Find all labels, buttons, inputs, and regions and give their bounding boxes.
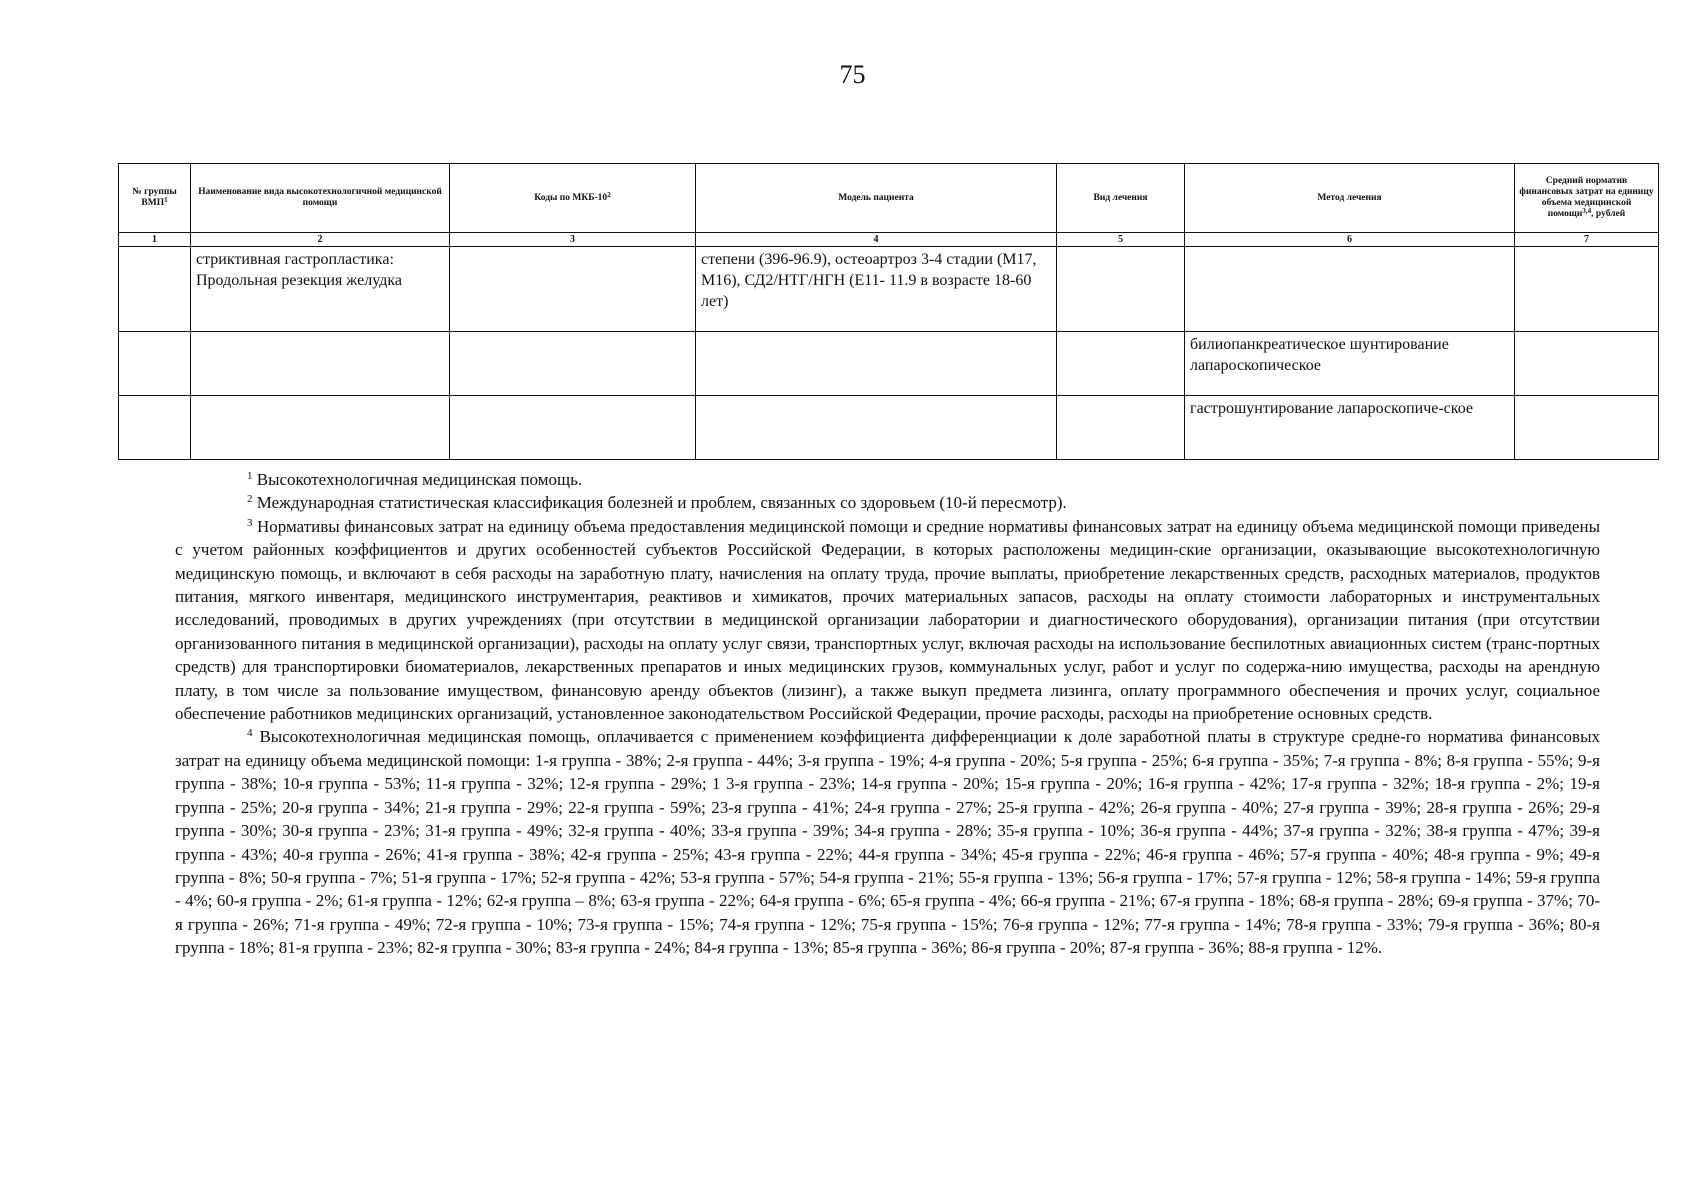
header-cost-standard: Средний норматив финансовых затрат на единицу объема медицинской помощи$^{3,4}$, рублей xyxy=(1515,164,1659,233)
column-number: 2 xyxy=(191,233,450,247)
column-number-row xyxy=(119,233,1659,247)
table-cell xyxy=(1057,332,1185,396)
footnote-marker: 4 xyxy=(247,727,253,740)
table-cell: гастрошунтирование лапароскопиче-ское xyxy=(1185,396,1515,460)
column-number: 6 xyxy=(1185,233,1515,247)
table-cell xyxy=(119,247,191,332)
header-care-type: Наименование вида высокотехнологичной медицинской помощи xyxy=(191,164,450,233)
table-row xyxy=(119,332,1659,396)
header-patient-model: Модель пациента xyxy=(696,164,1057,233)
table-cell xyxy=(696,396,1057,460)
footnote-text: Высокотехнологичная медицинская помощь. xyxy=(256,470,583,489)
header-treatment-method: Метод лечения xyxy=(1185,164,1515,233)
table-cell: билиопанкреатическое шунтирование лапароскопическое xyxy=(1185,332,1515,396)
footnote-text: Высокотехнологичная медицинская помощь, оплачивается с применением коэффициента дифференциации к доле заработной платы в структуре средне-го норматива финансовых затрат на единицу объема медицинской помощи: 1-я группа - 38%; 2-я группа - 44%; 3-я группа - 19%; 4-я группа - 20%; 5-я группа - 25%; 6-я группа - 35%; 7-я группа - 8%; 8-я группа - 55%; 9-я группа - 38%; 10-я группа - 53%; 11-я группа - 32%; 12-я группа - 29%; 1 3-я группа - 23%; 14-я группа - 20%; 15-я группа - 20%; 16-я группа - 42%; 17-я группа - 32%; 18-я группа - 2%; 19-я группа - 25%; 20-я группа - 34%; 21-я группа - 29%; 22-я группа - 59%; 23-я группа - 41%; 24-я группа - 27%; 25-я группа - 42%; 26-я группа - 40%; 27-я группа - 39%; 28-я группа - 26%; 29-я группа - 30%; 30-я группа - 23%; 31-я группа - 49%; 32-я группа - 40%; 33-я группа - 39%; 34-я группа - 28%; 35-я группа - 10%; 36-я группа - 44%; 37-я группа - 32%; 38-я группа - 47%; 39-я группа - 43%; 40-я группа - 26%; 41-я группа - 38%; 42-я группа - 25%; 43-я группа - 22%; 44-я группа - 34%; 45-я группа - 22%; 46-я группа - 46%; 57-я группа - 40%; 48-я группа - 9%; 49-я группа - 8%; 50-я группа - 7%; 51-я группа - 17%; 52-я группа - 42%; 53-я группа - 57%; 54-я группа - 21%; 55-я группа - 13%; 56-я группа - 17%; 57-я группа - 12%; 58-я группа - 14%; 59-я группа - 4%; 60-я группа - 2%; 61-я группа - 12%; 62-я группа – 8%; 63-я группа - 22%; 64-я группа - 6%; 65-я группа - 4%; 66-я группа - 21%; 67-я группа - 18%; 68-я группа - 28%; 69-я группа - 37%; 70-я группа - 26%; 71-я группа - 49%; 72-я группа - 10%; 73-я группа - 15%; 74-я группа - 12%; 75-я группа - 15%; 76-я группа - 12%; 77-я группа - 14%; 78-я группа - 33%; 79-я группа - 36%; 80-я группа - 18%; 81-я группа - 23%; 82-я группа - 30%; 83-я группа - 24%; 84-я группа - 13%; 85-я группа - 36%; 86-я группа - 20%; 87-я группа - 36%; 88-я группа - 12%. xyxy=(175,727,1600,958)
footnote-marker: 1 xyxy=(247,470,253,482)
table-cell xyxy=(119,396,191,460)
footnote-4 xyxy=(175,725,1600,959)
table-cell: степени (396-96.9), остеоартроз 3-4 стадии (M17, M16), СД2/НТГ/НГН (Е11- 11.9 в возрасте 18-60 лет) xyxy=(696,247,1057,332)
footnote-marker: 3 xyxy=(247,516,253,529)
table-cell xyxy=(450,396,696,460)
table-cell xyxy=(1185,247,1515,332)
footnote-marker: 2 xyxy=(247,493,253,506)
header-icd-codes: Коды по МКБ-$10^2$ xyxy=(450,164,696,233)
table-cell xyxy=(191,396,450,460)
table-cell xyxy=(1057,247,1185,332)
page-number: 75 xyxy=(839,60,866,89)
table-cell xyxy=(119,332,191,396)
table-row xyxy=(119,396,1659,460)
table-cell: стриктивная гастропластика: Продольная резекция желудка xyxy=(191,247,450,332)
table-cell xyxy=(1515,396,1659,460)
footnotes xyxy=(175,468,1600,960)
table-cell xyxy=(450,332,696,396)
table-cell xyxy=(1057,396,1185,460)
vmp-table xyxy=(118,163,1659,460)
table-cell xyxy=(1515,332,1659,396)
footnote-2 xyxy=(175,491,1600,514)
table-cell xyxy=(1515,247,1659,332)
column-number: 3 xyxy=(450,233,696,247)
table-cell xyxy=(191,332,450,396)
column-number: 7 xyxy=(1515,233,1659,247)
table-cell xyxy=(696,332,1057,396)
column-number: 4 xyxy=(696,233,1057,247)
table-row xyxy=(119,247,1659,332)
footnote-text: Нормативы финансовых затрат на единицу объема предоставления медицинской помощи и средние нормативы финансовых затрат на единицу объема медицинской помощи приведены с учетом районных коэффициентов и других особенностей субъектов Российской Федерации, в которых расположены медицин-ские организации, оказывающие высокотехнологичную медицинскую помощь, и включают в себя расходы на заработную плату, начисления на оплату труда, прочие выплаты, приобретение лекарственных средств, расходных материалов, продуктов питания, мягкого инвентаря, медицинского инструментария, реактивов и химикатов, прочих материальных запасов, расходы на оплату стоимости лабораторных и инструментальных исследований, проводимых в других учреждениях (при отсутствии в медицинской организации лаборатории и диагностического оборудования), организации питания (при отсутствии организованного питания в медицинской организации), расходы на оплату услуг связи, транспортных услуг, включая расходы на использование беспилотных авиационных систем (транс-портных средств) для транспортировки биоматериалов, лекарственных препаратов и иных медицинских грузов, коммунальных услуг, работ и услуг по содержа-нию имущества, расходы на арендную плату, в том числе за пользование имуществом, финансовую аренду объектов (лизинг), а также выкуп предмета лизинга, оплату программного обеспечения и прочих услуг, социальное обеспечение работников медицинских организаций, установленное законодательством Российской Федерации, прочие расходы, расходы на приобретение основных средств. xyxy=(175,516,1600,724)
header-group-number: № группы ВМП$^1$ xyxy=(119,164,191,233)
table-header-row xyxy=(119,164,1659,233)
footnote-1 xyxy=(175,468,1600,491)
footnote-text: Международная статистическая классификация болезней и проблем, связанных со здоровьем (10-й пересмотр). xyxy=(256,493,1067,513)
column-number: 1 xyxy=(119,233,191,247)
column-number: 5 xyxy=(1057,233,1185,247)
table-cell xyxy=(450,247,696,332)
header-treatment-type: Вид лечения xyxy=(1057,164,1185,233)
footnote-3 xyxy=(175,515,1600,726)
